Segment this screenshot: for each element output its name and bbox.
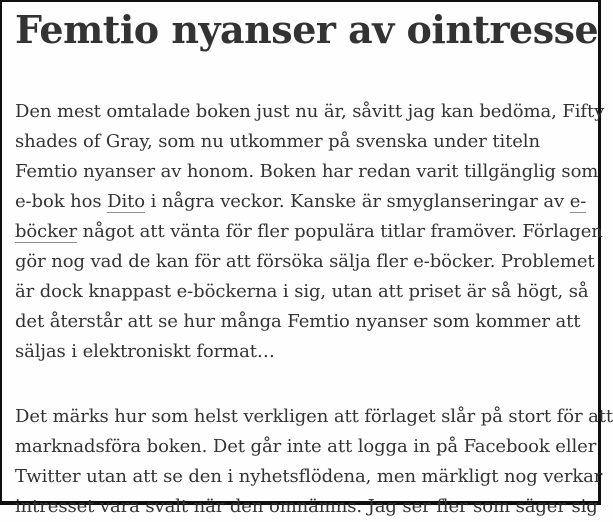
- text-line: [15, 277, 589, 307]
- ebocker-link[interactable]: e-: [569, 191, 587, 212]
- text-line: [15, 337, 585, 367]
- text-segment: något att vänta för fler populära titlar framöver. Förlagen: [77, 221, 603, 242]
- text-segment: Det märks hur som helst verkligen att förlaget slår på stort för att: [15, 406, 613, 427]
- text-line: [15, 217, 603, 247]
- text-segment: Twitter utan att se den i nyhetsflödena, men märkligt nog verkar: [15, 466, 603, 487]
- text-line: [15, 247, 595, 277]
- article-content: [2, 2, 613, 522]
- dito-link[interactable]: Dito: [107, 191, 145, 212]
- text-line: [15, 432, 597, 462]
- text-segment: gör nog vad de kan för att försöka sälja fler e-böcker. Problemet: [15, 251, 595, 272]
- text-line: [15, 157, 599, 187]
- text-segment: är dock knappast e-böckerna i sig, utan att priset är så högt, så: [15, 281, 589, 302]
- text-line: [15, 462, 603, 492]
- text-segment: shades of Gray, som nu utkommer på svenska under titeln: [15, 131, 540, 152]
- text-segment: säljas i elektroniskt format…: [15, 341, 275, 362]
- text-segment: marknadsföra boken. Det går inte att logga in på Facebook eller: [15, 436, 597, 457]
- text-segment: i några veckor. Kanske är smyglanseringar av: [144, 191, 570, 212]
- text-segment: e-bok hos: [15, 191, 108, 212]
- article-body: [15, 97, 613, 522]
- text-segment: Den mest omtalade boken just nu är, såvitt jag kan bedöma, Fifty: [15, 101, 605, 122]
- post-title: Femtio nyanser av ointresse: [15, 7, 599, 52]
- paragraph: [15, 97, 605, 367]
- text-segment: Femtio nyanser av honom. Boken har redan varit tillgänglig som: [15, 161, 599, 182]
- text-line: [15, 97, 605, 127]
- text-segment: intresset vara svalt när den omnämns. Jag ser fler som säger sig: [15, 496, 598, 517]
- text-line: [15, 307, 585, 337]
- paragraph: [15, 402, 613, 522]
- text-line: [15, 127, 585, 157]
- text-segment: det återstår att se hur många Femtio nyanser som kommer att: [15, 311, 581, 332]
- text-line: [15, 402, 613, 432]
- ebocker-link[interactable]: böcker: [15, 221, 78, 242]
- text-line: [15, 187, 585, 217]
- text-line: [15, 492, 598, 522]
